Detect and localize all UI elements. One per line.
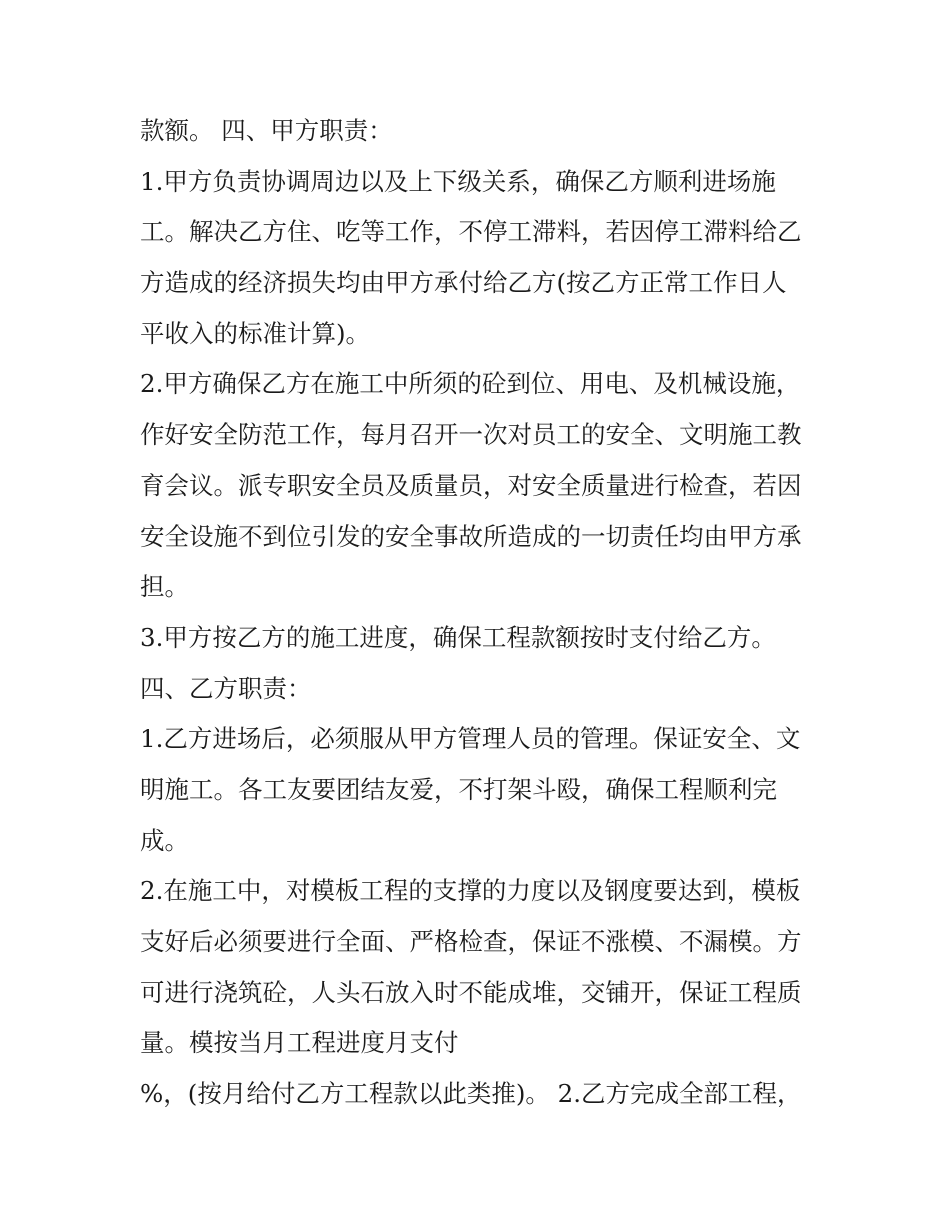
text-line: 工。解决乙方住、吃等工作，不停工滞料，若因停工滞料给乙	[140, 217, 802, 247]
text-line: 3.甲方按乙方的施工进度，确保工程款额按时支付给乙方。	[140, 622, 776, 652]
text-line: 育会议。派专职安全员及质量员，对安全质量进行检查，若因	[140, 470, 802, 500]
text-line: 平收入的标准计算)。	[140, 318, 371, 348]
text-line: %，(按月给付乙方工程款以此类推)。 2.乙方完成全部工程，	[140, 1079, 802, 1109]
text-line: 方造成的经济损失均由甲方承付给乙方(按乙方正常工作日人	[140, 268, 787, 298]
text-line: 作好安全防范工作，每月召开一次对员工的安全、文明施工教	[140, 420, 802, 450]
text-line: 2.在施工中，对模板工程的支撑的力度以及钢度要达到，模板	[140, 876, 801, 906]
text-line: 1.乙方进场后，必须服从甲方管理人员的管理。保证安全、文	[140, 724, 801, 754]
text-line: 安全设施不到位引发的安全事故所造成的一切责任均由甲方承	[140, 521, 802, 551]
text-line: 可进行浇筑砼，人头石放入时不能成堆，交铺开，保证工程质	[140, 977, 802, 1007]
document-body	[140, 106, 820, 1120]
text-line: 四、乙方职责：	[140, 673, 312, 703]
text-line: 量。模按当月工程进度月支付	[140, 1028, 459, 1058]
text-line: 担。	[140, 572, 189, 602]
text-line: 支好后必须要进行全面、严格检查，保证不涨模、不漏模。方	[140, 927, 802, 956]
text-line: 款额。 四、甲方职责：	[140, 116, 393, 145]
text-line: 明施工。各工友要团结友爱，不打架斗殴，确保工程顺利完	[140, 774, 777, 804]
text-line: 成。	[140, 825, 189, 855]
text-line: 2.甲方确保乙方在施工中所须的砼到位、用电、及机械设施，	[140, 369, 801, 399]
text-line: 1.甲方负责协调周边以及上下级关系，确保乙方顺利进场施	[140, 166, 776, 196]
